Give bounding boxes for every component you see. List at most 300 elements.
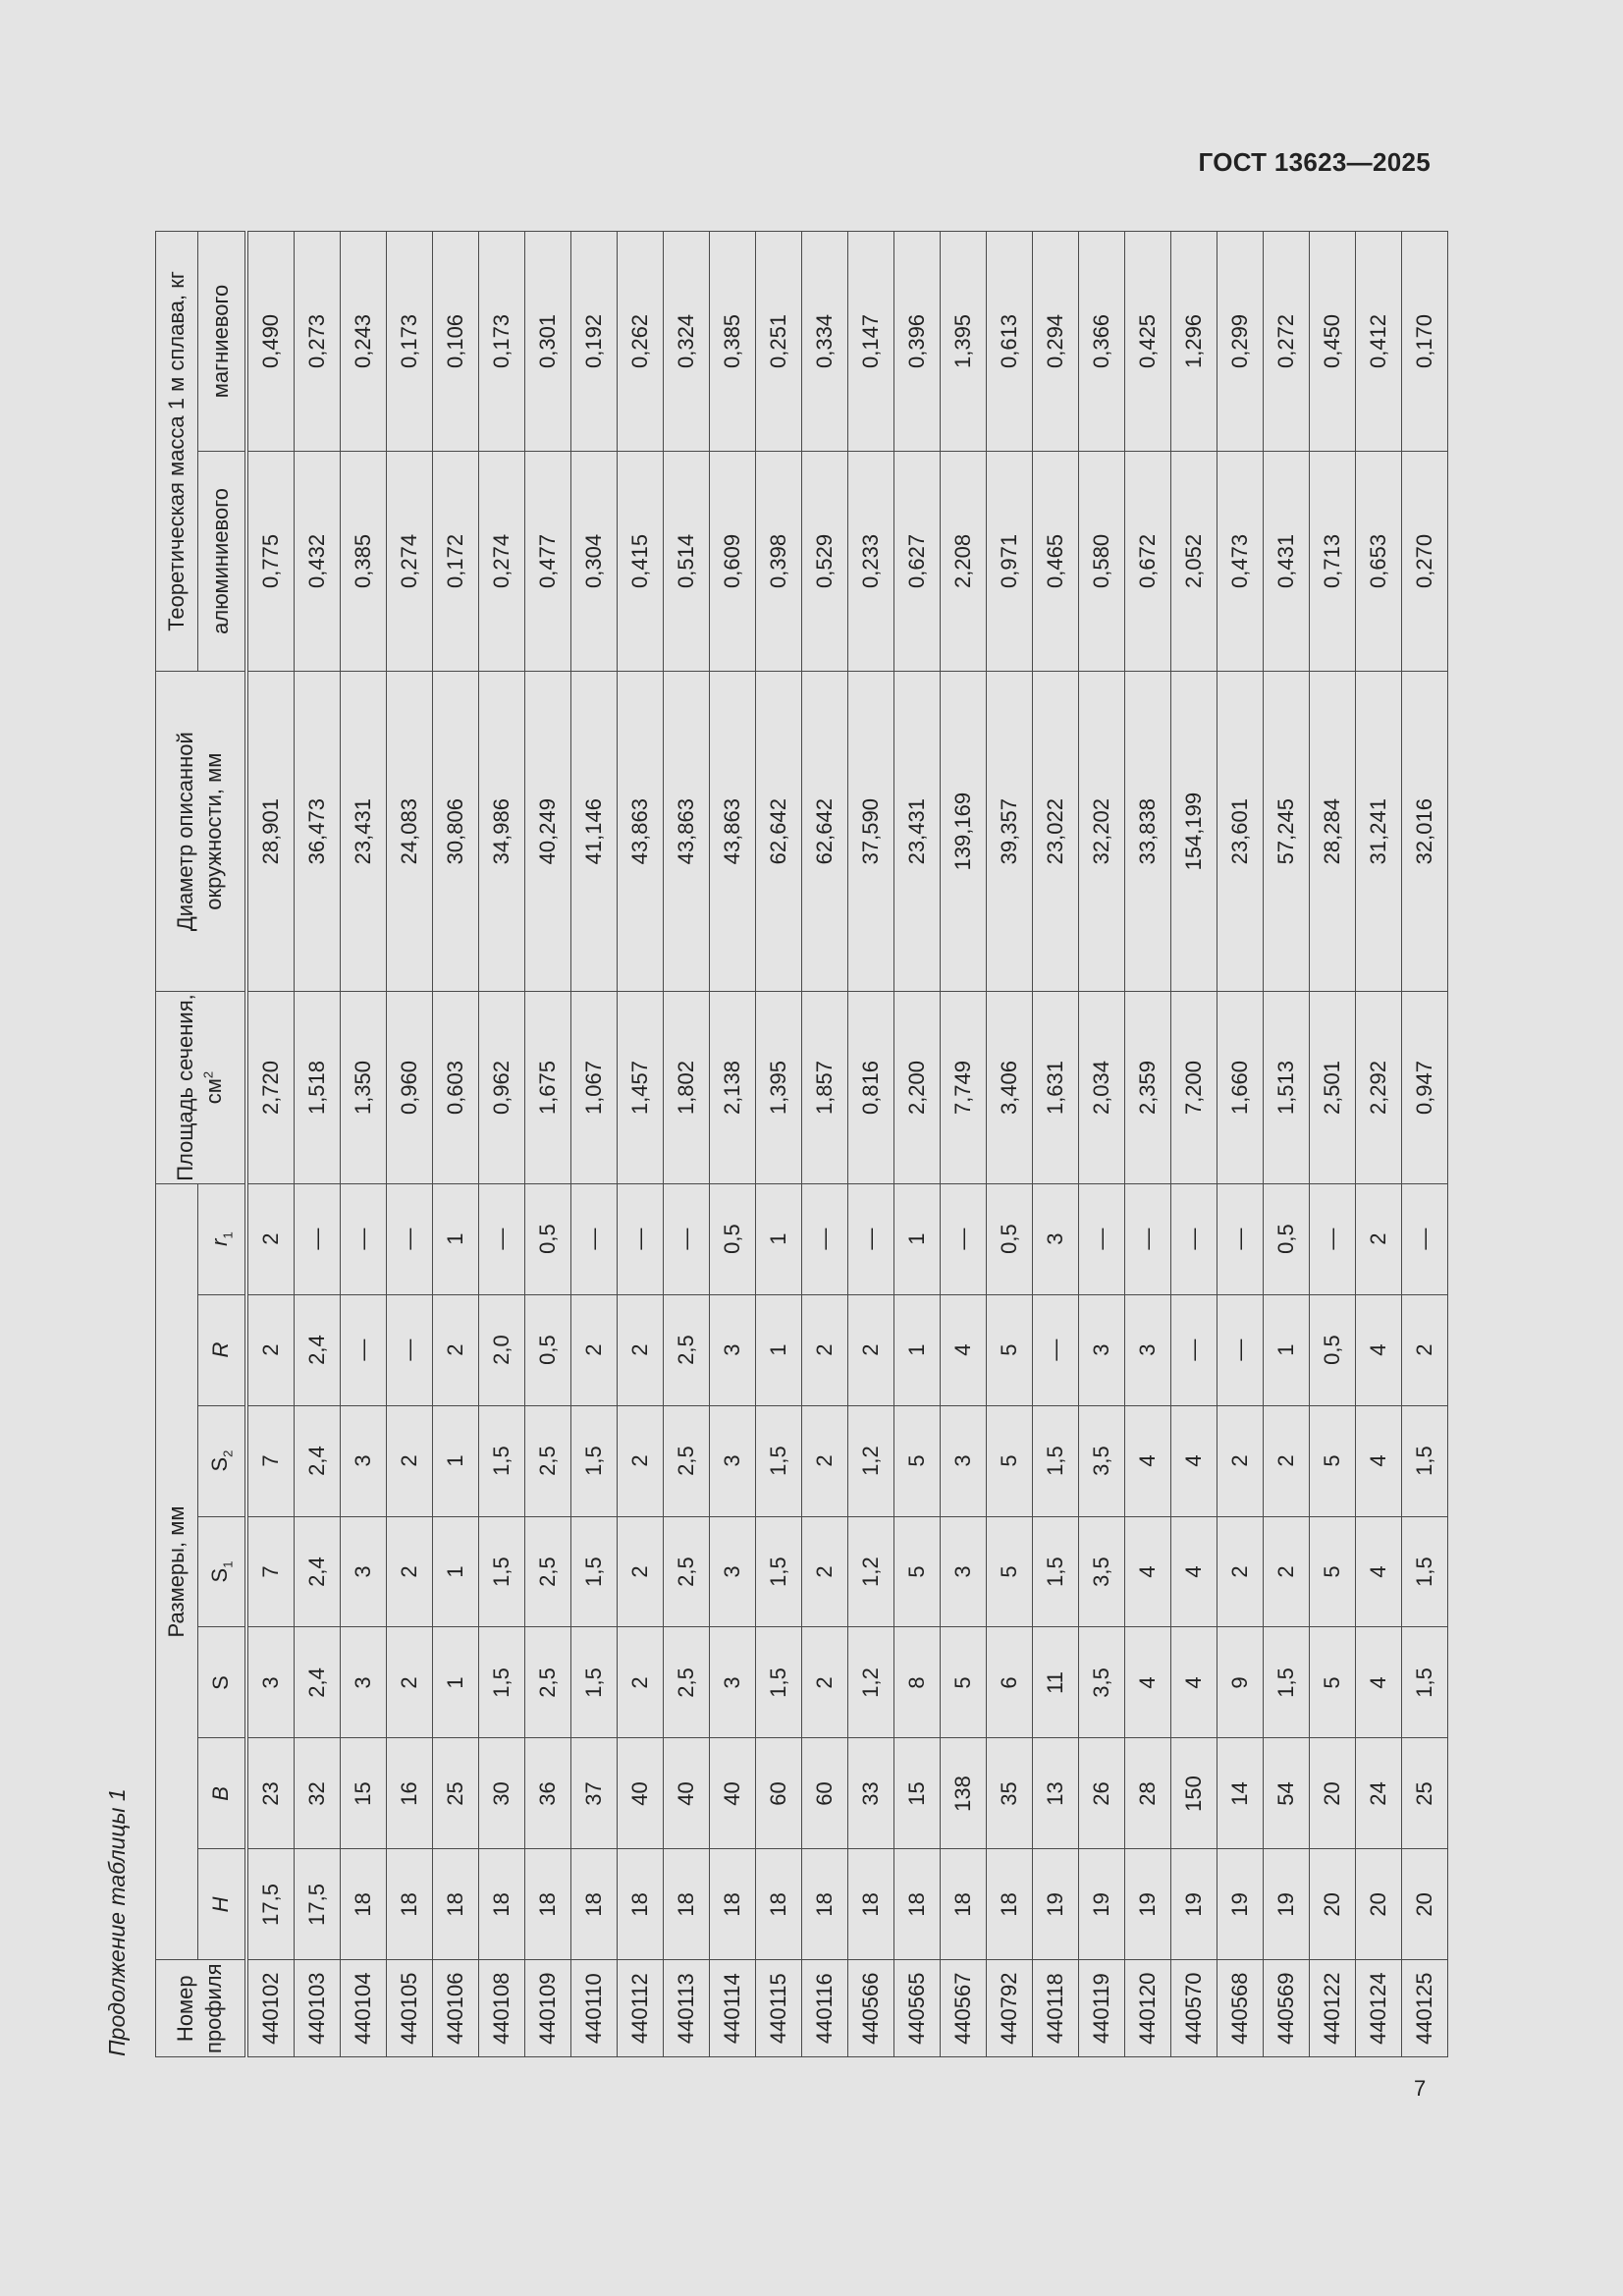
table-cell: 0,304: [571, 451, 618, 671]
table-cell: 1: [894, 1294, 941, 1405]
table-cell: 15: [894, 1738, 941, 1849]
header-diameter: Диаметр описанной окружности, мм: [156, 671, 247, 992]
table-cell: 1: [756, 1183, 802, 1294]
table-cell: 0,192: [571, 232, 618, 452]
table-cell: 60: [756, 1738, 802, 1849]
table-cell: —: [341, 1294, 387, 1405]
header-area-text: Площадь сечения, см: [173, 994, 226, 1181]
table-cell: 19: [1033, 1849, 1079, 1960]
table-cell: —: [387, 1294, 433, 1405]
header-s1-base: S: [206, 1567, 232, 1583]
table-cell: 5: [894, 1516, 941, 1627]
table-cell: 40: [618, 1738, 664, 1849]
table-cell: 4: [1171, 1516, 1217, 1627]
table-cell: 2: [1217, 1405, 1264, 1516]
table-cell: 26: [1079, 1738, 1125, 1849]
table-cell: 1,518: [295, 992, 341, 1183]
table-row: [246, 232, 295, 2057]
table-cell: 1,395: [756, 992, 802, 1183]
table-cell: 60: [802, 1738, 848, 1849]
standard-designation: ГОСТ 13623—2025: [1198, 147, 1431, 177]
header-b: B: [198, 1738, 246, 1849]
table-cell: 4: [1356, 1405, 1402, 1516]
table-cell: 2: [802, 1627, 848, 1738]
table-cell: 4: [1125, 1405, 1171, 1516]
table-cell: 1: [1264, 1294, 1310, 1405]
table-cell: 24: [1356, 1738, 1402, 1849]
table-cell: 6: [987, 1627, 1033, 1738]
table-cell: 54: [1264, 1738, 1310, 1849]
table-cell: 0,385: [710, 232, 756, 452]
table-cell: 13: [1033, 1738, 1079, 1849]
table-cell: 4: [1356, 1627, 1402, 1738]
table-row: [1171, 232, 1217, 2057]
table-cell: 2,052: [1171, 451, 1217, 671]
table-row: [1079, 232, 1125, 2057]
table-cell: —: [618, 1183, 664, 1294]
table-cell: 440569: [1264, 1960, 1310, 2057]
table-cell: 0,270: [1402, 451, 1448, 671]
table-cell: 440118: [1033, 1960, 1079, 2057]
table-cell: 3: [941, 1405, 987, 1516]
table-cell: 1,5: [571, 1405, 618, 1516]
table-cell: 0,450: [1310, 232, 1356, 452]
table-cell: 2,720: [246, 992, 295, 1183]
table-cell: 2: [1264, 1405, 1310, 1516]
table-cell: 3,5: [1079, 1627, 1125, 1738]
table-cell: 3: [710, 1294, 756, 1405]
table-cell: 2: [433, 1294, 479, 1405]
table-cell: 18: [433, 1849, 479, 1960]
table-cell: 37: [571, 1738, 618, 1849]
table-cell: 2,0: [479, 1294, 525, 1405]
table-cell: —: [1402, 1183, 1448, 1294]
table-cell: 23,431: [894, 671, 941, 992]
table-cell: 1,5: [1033, 1516, 1079, 1627]
table-rotated-container: [155, 231, 1437, 2057]
table-cell: 440115: [756, 1960, 802, 2057]
table-cell: 0,274: [479, 451, 525, 671]
table-cell: 0,713: [1310, 451, 1356, 671]
table-row: [1217, 232, 1264, 2057]
table-cell: —: [479, 1183, 525, 1294]
table-cell: 11: [1033, 1627, 1079, 1738]
table-row: [894, 232, 941, 2057]
table-cell: —: [295, 1183, 341, 1294]
table-cell: 3: [246, 1627, 295, 1738]
table-cell: 5: [987, 1516, 1033, 1627]
header-s2-base: S: [206, 1456, 232, 1472]
table-cell: 19: [1264, 1849, 1310, 1960]
table-cell: 20: [1402, 1849, 1448, 1960]
table-cell: 0,5: [525, 1294, 571, 1405]
table-cell: 25: [1402, 1738, 1448, 1849]
table-cell: 18: [802, 1849, 848, 1960]
table-row: [1356, 232, 1402, 2057]
table-row: [341, 232, 387, 2057]
table-cell: 18: [848, 1849, 894, 1960]
table-cell: 30: [479, 1738, 525, 1849]
table-cell: 0,396: [894, 232, 941, 452]
table-cell: 3: [710, 1516, 756, 1627]
header-s: S: [198, 1627, 246, 1738]
table-cell: 2: [246, 1183, 295, 1294]
table-cell: 4: [1171, 1405, 1217, 1516]
table-cell: 34,986: [479, 671, 525, 992]
table-cell: 32: [295, 1738, 341, 1849]
table-cell: 0,627: [894, 451, 941, 671]
table-cell: 1,5: [479, 1405, 525, 1516]
table-cell: 18: [894, 1849, 941, 1960]
table-cell: 1,5: [479, 1627, 525, 1738]
table-cell: 2: [571, 1294, 618, 1405]
table-cell: 5: [1310, 1516, 1356, 1627]
table-cell: —: [1125, 1183, 1171, 1294]
table-row: [941, 232, 987, 2057]
table-cell: 2: [1356, 1183, 1402, 1294]
table-cell: 1,857: [802, 992, 848, 1183]
table-cell: 0,490: [246, 232, 295, 452]
table-cell: 1,5: [479, 1516, 525, 1627]
table-cell: 0,415: [618, 451, 664, 671]
table-cell: 440568: [1217, 1960, 1264, 2057]
page-number: 7: [1414, 2076, 1427, 2101]
table-cell: —: [1310, 1183, 1356, 1294]
table-cell: 16: [387, 1738, 433, 1849]
table-cell: 138: [941, 1738, 987, 1849]
table-cell: 2,5: [664, 1405, 710, 1516]
table-cell: 0,262: [618, 232, 664, 452]
table-cell: 0,5: [710, 1183, 756, 1294]
table-cell: 2: [246, 1294, 295, 1405]
table-cell: 4: [1356, 1516, 1402, 1627]
table-cell: 0,425: [1125, 232, 1171, 452]
table-cell: 0,971: [987, 451, 1033, 671]
table-cell: 2: [802, 1405, 848, 1516]
table-cell: 5: [1310, 1627, 1356, 1738]
table-cell: 0,529: [802, 451, 848, 671]
table-cell: 17,5: [295, 1849, 341, 1960]
table-cell: 23: [246, 1738, 295, 1849]
table-cell: —: [1171, 1183, 1217, 1294]
table-cell: 4: [1125, 1516, 1171, 1627]
table-cell: 2,5: [525, 1627, 571, 1738]
table-cell: 1,5: [756, 1405, 802, 1516]
table-cell: 14: [1217, 1738, 1264, 1849]
table-cell: 62,642: [756, 671, 802, 992]
table-cell: 2,208: [941, 451, 987, 671]
table-cell: 440103: [295, 1960, 341, 2057]
table-cell: 1,5: [1402, 1405, 1448, 1516]
table-cell: 5: [987, 1294, 1033, 1405]
table-cell: 40: [710, 1738, 756, 1849]
table-cell: 9: [1217, 1627, 1264, 1738]
table-row: [387, 232, 433, 2057]
table-cell: 4: [941, 1294, 987, 1405]
table-cell: 0,274: [387, 451, 433, 671]
table-cell: —: [387, 1183, 433, 1294]
table-cell: 20: [1356, 1849, 1402, 1960]
table-cell: 440114: [710, 1960, 756, 2057]
table-cell: 5: [894, 1405, 941, 1516]
table-row: [433, 232, 479, 2057]
table-cell: 2: [387, 1516, 433, 1627]
table-cell: 32,202: [1079, 671, 1125, 992]
table-cell: 2,5: [664, 1294, 710, 1405]
profile-table: [155, 231, 1448, 2057]
table-cell: 0,816: [848, 992, 894, 1183]
table-cell: 18: [479, 1849, 525, 1960]
table-cell: 0,465: [1033, 451, 1079, 671]
table-row: [756, 232, 802, 2057]
table-cell: 18: [618, 1849, 664, 1960]
table-row: [987, 232, 1033, 2057]
table-cell: 36,473: [295, 671, 341, 992]
table-cell: 20: [1310, 1849, 1356, 1960]
table-cell: 3: [341, 1627, 387, 1738]
header-s2-sub: 2: [220, 1449, 236, 1457]
table-cell: —: [664, 1183, 710, 1294]
table-cell: —: [848, 1183, 894, 1294]
table-cell: 2,501: [1310, 992, 1356, 1183]
table-cell: 440566: [848, 1960, 894, 2057]
table-cell: 33: [848, 1738, 894, 1849]
table-cell: 4: [1356, 1294, 1402, 1405]
table-cell: 0,251: [756, 232, 802, 452]
table-cell: 7,200: [1171, 992, 1217, 1183]
table-cell: 0,334: [802, 232, 848, 452]
table-row: [571, 232, 618, 2057]
header-r1: [198, 1183, 246, 1294]
table-row: [1125, 232, 1171, 2057]
table-cell: 36: [525, 1738, 571, 1849]
table-cell: 0,473: [1217, 451, 1264, 671]
table-cell: 0,580: [1079, 451, 1125, 671]
table-cell: 0,431: [1264, 451, 1310, 671]
table-caption: Продолжение таблицы 1: [104, 1788, 130, 2056]
table-row: [1033, 232, 1079, 2057]
table-cell: 440110: [571, 1960, 618, 2057]
table-cell: 2,5: [525, 1516, 571, 1627]
table-cell: 2: [618, 1294, 664, 1405]
table-cell: 0,477: [525, 451, 571, 671]
table-cell: 1,5: [571, 1516, 618, 1627]
table-cell: 23,022: [1033, 671, 1079, 992]
table-cell: 2,5: [664, 1627, 710, 1738]
table-cell: —: [341, 1183, 387, 1294]
table-cell: 0,962: [479, 992, 525, 1183]
header-r1-base: r: [206, 1238, 232, 1246]
table-cell: 2: [1217, 1516, 1264, 1627]
table-cell: 3,5: [1079, 1405, 1125, 1516]
table-cell: 18: [525, 1849, 571, 1960]
table-cell: 0,432: [295, 451, 341, 671]
table-cell: 440570: [1171, 1960, 1217, 2057]
table-cell: 31,241: [1356, 671, 1402, 992]
table-cell: 0,147: [848, 232, 894, 452]
table-cell: 2: [387, 1405, 433, 1516]
table-cell: 18: [341, 1849, 387, 1960]
table-cell: 28: [1125, 1738, 1171, 1849]
table-cell: 0,412: [1356, 232, 1402, 452]
table-cell: 3: [710, 1405, 756, 1516]
table-cell: 35: [987, 1738, 1033, 1849]
table-cell: 440104: [341, 1960, 387, 2057]
table-cell: 1,631: [1033, 992, 1079, 1183]
table-cell: 440109: [525, 1960, 571, 2057]
table-cell: 30,806: [433, 671, 479, 992]
table-cell: 440116: [802, 1960, 848, 2057]
table-cell: 0,613: [987, 232, 1033, 452]
header-r: R: [198, 1294, 246, 1405]
table-row: [710, 232, 756, 2057]
table-cell: 4: [1125, 1627, 1171, 1738]
table-cell: 7: [246, 1516, 295, 1627]
table-cell: 0,5: [1264, 1183, 1310, 1294]
table-cell: 440119: [1079, 1960, 1125, 2057]
table-cell: 2,359: [1125, 992, 1171, 1183]
table-cell: 0,5: [1310, 1294, 1356, 1405]
table-cell: 1,350: [341, 992, 387, 1183]
table-cell: 18: [664, 1849, 710, 1960]
table-cell: 1,5: [571, 1627, 618, 1738]
table-cell: 2,4: [295, 1627, 341, 1738]
table-cell: 440120: [1125, 1960, 1171, 2057]
table-row: [1310, 232, 1356, 2057]
table-cell: 43,863: [664, 671, 710, 992]
table-cell: 32,016: [1402, 671, 1448, 992]
header-area: [156, 992, 247, 1183]
table-cell: 0,398: [756, 451, 802, 671]
table-cell: 0,172: [433, 451, 479, 671]
table-cell: 3,5: [1079, 1516, 1125, 1627]
table-cell: 43,863: [710, 671, 756, 992]
table-cell: 0,366: [1079, 232, 1125, 452]
table-cell: 39,357: [987, 671, 1033, 992]
table-cell: 0,960: [387, 992, 433, 1183]
table-cell: 3: [341, 1516, 387, 1627]
table-cell: —: [1217, 1183, 1264, 1294]
table-row: [525, 232, 571, 2057]
header-s2: [198, 1405, 246, 1516]
table-cell: 0,299: [1217, 232, 1264, 452]
table-cell: 1,5: [756, 1627, 802, 1738]
header-area-sup: 2: [200, 1070, 216, 1079]
table-row: [295, 232, 341, 2057]
table-cell: 28,901: [246, 671, 295, 992]
table-cell: 1,2: [848, 1627, 894, 1738]
header-h: H: [198, 1849, 246, 1960]
table-cell: 5: [987, 1405, 1033, 1516]
table-cell: 1,5: [1033, 1405, 1079, 1516]
table-cell: 2,034: [1079, 992, 1125, 1183]
table-cell: 40: [664, 1738, 710, 1849]
table-cell: 0,385: [341, 451, 387, 671]
header-mass: Теоретическая масса 1 м сплава, кг: [156, 232, 198, 672]
table-cell: 440124: [1356, 1960, 1402, 2057]
table-cell: 18: [571, 1849, 618, 1960]
table-cell: 0,173: [387, 232, 433, 452]
table-cell: 3: [941, 1516, 987, 1627]
table-cell: 440122: [1310, 1960, 1356, 2057]
table-cell: 0,173: [479, 232, 525, 452]
header-profile-number: Номер профиля: [156, 1960, 247, 2057]
header-r1-sub: 1: [220, 1231, 236, 1239]
table-cell: 0,294: [1033, 232, 1079, 452]
table-cell: 1,5: [756, 1516, 802, 1627]
table-cell: 2: [1402, 1294, 1448, 1405]
table-cell: 62,642: [802, 671, 848, 992]
table-cell: 2: [802, 1516, 848, 1627]
table-cell: 2,138: [710, 992, 756, 1183]
table-cell: 7: [246, 1405, 295, 1516]
table-cell: —: [802, 1183, 848, 1294]
table-cell: 154,199: [1171, 671, 1217, 992]
header-dimensions: Размеры, мм: [156, 1183, 198, 1960]
table-cell: 0,170: [1402, 232, 1448, 452]
table-cell: 3: [1125, 1294, 1171, 1405]
table-cell: 0,243: [341, 232, 387, 452]
table-cell: 1: [433, 1405, 479, 1516]
table-cell: 1,296: [1171, 232, 1217, 452]
table-row: [1264, 232, 1310, 2057]
table-row: [802, 232, 848, 2057]
table-cell: 23,601: [1217, 671, 1264, 992]
table-cell: 25: [433, 1738, 479, 1849]
table-cell: 440565: [894, 1960, 941, 2057]
table-cell: 440105: [387, 1960, 433, 2057]
table-cell: 0,603: [433, 992, 479, 1183]
table-cell: 1,660: [1217, 992, 1264, 1183]
table-cell: 3: [341, 1405, 387, 1516]
table-cell: 2: [387, 1627, 433, 1738]
table-cell: —: [1217, 1294, 1264, 1405]
table-cell: 37,590: [848, 671, 894, 992]
table-cell: 1,067: [571, 992, 618, 1183]
table-cell: 20: [1310, 1738, 1356, 1849]
table-cell: 28,284: [1310, 671, 1356, 992]
table-cell: 1: [433, 1627, 479, 1738]
table-body: [246, 232, 1448, 2057]
table-cell: 0,273: [295, 232, 341, 452]
table-cell: 8: [894, 1627, 941, 1738]
table-cell: 40,249: [525, 671, 571, 992]
header-magnesium: магниевого: [198, 232, 246, 452]
table-cell: 3: [1079, 1294, 1125, 1405]
table-cell: 18: [756, 1849, 802, 1960]
table-cell: 440102: [246, 1960, 295, 2057]
table-cell: 0,653: [1356, 451, 1402, 671]
table-cell: 2: [618, 1516, 664, 1627]
table-cell: 17,5: [246, 1849, 295, 1960]
table-row: [848, 232, 894, 2057]
table-cell: 1,802: [664, 992, 710, 1183]
table-cell: 19: [1079, 1849, 1125, 1960]
table-cell: 0,609: [710, 451, 756, 671]
table-cell: 440112: [618, 1960, 664, 2057]
header-aluminum: алюминиевого: [198, 451, 246, 671]
table-cell: 33,838: [1125, 671, 1171, 992]
table-cell: 2,4: [295, 1516, 341, 1627]
table-cell: 4: [1171, 1627, 1217, 1738]
table-cell: 1: [433, 1183, 479, 1294]
table-cell: 0,324: [664, 232, 710, 452]
table-cell: 1,5: [1402, 1516, 1448, 1627]
table-cell: 1,2: [848, 1516, 894, 1627]
table-cell: 0,775: [246, 451, 295, 671]
table-cell: —: [941, 1183, 987, 1294]
table-cell: 0,272: [1264, 232, 1310, 452]
